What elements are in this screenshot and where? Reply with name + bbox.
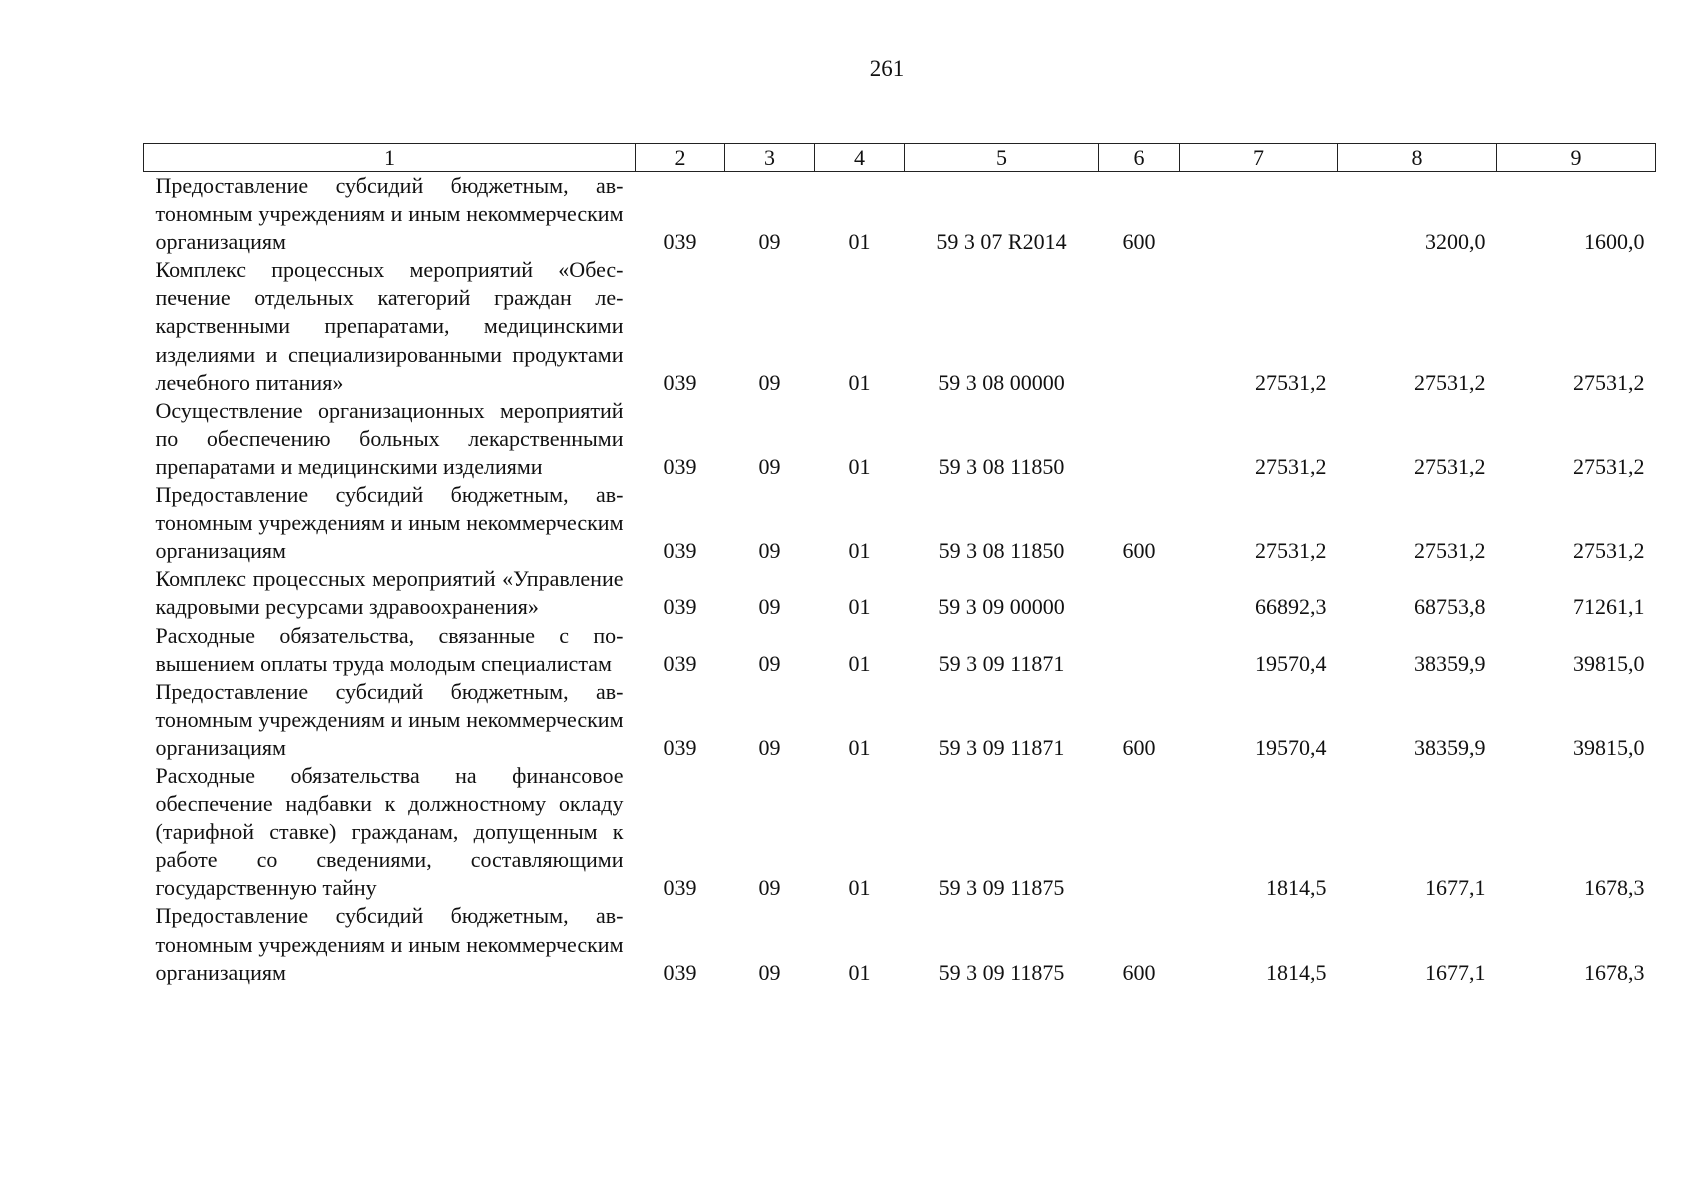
cell-subsection: 01 <box>848 650 871 676</box>
row-name: Осуществление организационных мероприятий по обеспечению больных лекарственными препаратами и медицинскими изделиями <box>155 397 624 479</box>
cell-amount-8: 27531,2 <box>1414 538 1486 564</box>
cell-amount-7: 19570,4 <box>1255 734 1327 760</box>
table-row <box>144 172 1656 257</box>
cell-subsection: 01 <box>848 959 871 985</box>
header-col-5: 5 <box>905 144 1099 172</box>
cell-amount-9: 27531,2 <box>1573 538 1645 564</box>
cell-expense-type <box>1099 565 1180 621</box>
cell-amount-7: 27531,2 <box>1255 453 1327 479</box>
cell-section: 09 <box>758 875 781 901</box>
cell-target-article: 59 3 09 11871 <box>938 650 1065 676</box>
cell-target-article: 59 3 09 11875 <box>938 959 1065 985</box>
table-row <box>144 565 1656 621</box>
cell-target-article: 59 3 08 00000 <box>938 369 1065 395</box>
cell-section: 09 <box>758 538 781 564</box>
cell-expense-type <box>1099 397 1180 481</box>
cell-admin: 039 <box>663 369 697 395</box>
cell-target-article: 59 3 07 R2014 <box>936 229 1067 255</box>
cell-expense-type <box>1099 762 1180 902</box>
cell-amount-7: 27531,2 <box>1255 538 1327 564</box>
cell-amount-7: 66892,3 <box>1255 594 1327 620</box>
cell-admin: 039 <box>663 875 697 901</box>
cell-admin: 039 <box>663 453 697 479</box>
cell-expense-type <box>1099 622 1180 678</box>
table-row <box>144 762 1656 902</box>
cell-amount-8: 1677,1 <box>1425 875 1486 901</box>
cell-target-article: 59 3 08 11850 <box>938 453 1065 479</box>
cell-amount-8: 38359,9 <box>1414 650 1486 676</box>
cell-target-article: 59 3 09 11875 <box>938 875 1065 901</box>
cell-admin: 039 <box>663 959 697 985</box>
cell-section: 09 <box>758 959 781 985</box>
cell-amount-7: 27531,2 <box>1255 369 1327 395</box>
cell-subsection: 01 <box>848 734 871 760</box>
cell-subsection: 01 <box>848 229 871 255</box>
cell-subsection: 01 <box>848 875 871 901</box>
cell-amount-9: 71261,1 <box>1573 594 1645 620</box>
table-row <box>144 622 1656 678</box>
header-col-1: 1 <box>144 144 636 172</box>
cell-amount-8: 27531,2 <box>1414 453 1486 479</box>
cell-subsection: 01 <box>848 369 871 395</box>
row-name: Расходные обязательства на финансовое обеспечение надбавки к должностному окладу (тарифной ставке) гражданам, допущенным к работе со сведениями, составляющими государственную тайну <box>155 762 624 901</box>
cell-target-article: 59 3 09 11871 <box>938 734 1065 760</box>
cell-amount-8: 68753,8 <box>1414 594 1486 620</box>
budget-table <box>143 143 1656 987</box>
header-col-2: 2 <box>636 144 725 172</box>
cell-amount-8: 38359,9 <box>1414 734 1486 760</box>
table-row <box>144 397 1656 481</box>
page-number: 261 <box>869 56 905 81</box>
cell-target-article: 59 3 09 00000 <box>938 594 1065 620</box>
cell-expense-type: 600 <box>1122 734 1156 760</box>
cell-section: 09 <box>758 229 781 255</box>
cell-section: 09 <box>758 650 781 676</box>
cell-section: 09 <box>758 734 781 760</box>
header-col-9: 9 <box>1497 144 1656 172</box>
cell-amount-7: 19570,4 <box>1255 650 1327 676</box>
cell-amount-9: 39815,0 <box>1573 734 1645 760</box>
cell-amount-7 <box>1180 172 1338 257</box>
cell-amount-9: 27531,2 <box>1573 369 1645 395</box>
cell-expense-type: 600 <box>1122 959 1156 985</box>
header-col-4: 4 <box>815 144 905 172</box>
cell-amount-8: 3200,0 <box>1425 229 1486 255</box>
cell-admin: 039 <box>663 538 697 564</box>
cell-subsection: 01 <box>848 594 871 620</box>
cell-section: 09 <box>758 453 781 479</box>
cell-amount-9: 1678,3 <box>1584 959 1645 985</box>
cell-section: 09 <box>758 594 781 620</box>
cell-section: 09 <box>758 369 781 395</box>
cell-subsection: 01 <box>848 538 871 564</box>
table-row <box>144 678 1656 762</box>
table-row <box>144 902 1656 986</box>
cell-amount-8: 1677,1 <box>1425 959 1486 985</box>
cell-amount-8: 27531,2 <box>1414 369 1486 395</box>
cell-amount-9: 27531,2 <box>1573 453 1645 479</box>
row-name: Предоставление субсидий бюджетным, автономным учреждениям и иным некоммерческим организациям <box>155 173 624 255</box>
cell-admin: 039 <box>663 594 697 620</box>
table-row <box>144 481 1656 565</box>
header-col-7: 7 <box>1180 144 1338 172</box>
cell-amount-9: 1678,3 <box>1584 875 1645 901</box>
header-col-8: 8 <box>1338 144 1497 172</box>
cell-admin: 039 <box>663 229 697 255</box>
cell-amount-9: 1600,0 <box>1584 229 1645 255</box>
cell-amount-7: 1814,5 <box>1266 959 1327 985</box>
row-name: Предоставление субсидий бюджетным, автономным учреждениям и иным некоммерческим организациям <box>155 903 624 985</box>
cell-expense-type <box>1099 256 1180 396</box>
header-row <box>144 144 1656 172</box>
cell-amount-9: 39815,0 <box>1573 650 1645 676</box>
row-name: Предоставление субсидий бюджетным, автономным учреждениям и иным некоммерческим организациям <box>155 482 624 564</box>
cell-admin: 039 <box>663 650 697 676</box>
cell-target-article: 59 3 08 11850 <box>938 538 1065 564</box>
row-name: Комплекс процессных мероприятий «Обеспечение отдельных категорий граждан лекарственными препаратами, медицинскими изделиями и специализированными продуктами лечебного питания» <box>155 257 624 395</box>
row-name: Расходные обязательства, связанные с повышением оплаты труда молодым специалистам <box>155 622 624 676</box>
header-col-3: 3 <box>725 144 815 172</box>
cell-expense-type: 600 <box>1122 538 1156 564</box>
row-name: Комплекс процессных мероприятий «Управление кадровыми ресурсами здравоохранения» <box>155 566 624 620</box>
table-body <box>144 172 1656 987</box>
cell-expense-type: 600 <box>1122 229 1156 255</box>
cell-subsection: 01 <box>848 453 871 479</box>
cell-admin: 039 <box>663 734 697 760</box>
header-col-6: 6 <box>1099 144 1180 172</box>
table-row <box>144 256 1656 396</box>
row-name: Предоставление субсидий бюджетным, автономным учреждениям и иным некоммерческим организациям <box>155 678 624 760</box>
cell-amount-7: 1814,5 <box>1266 875 1327 901</box>
